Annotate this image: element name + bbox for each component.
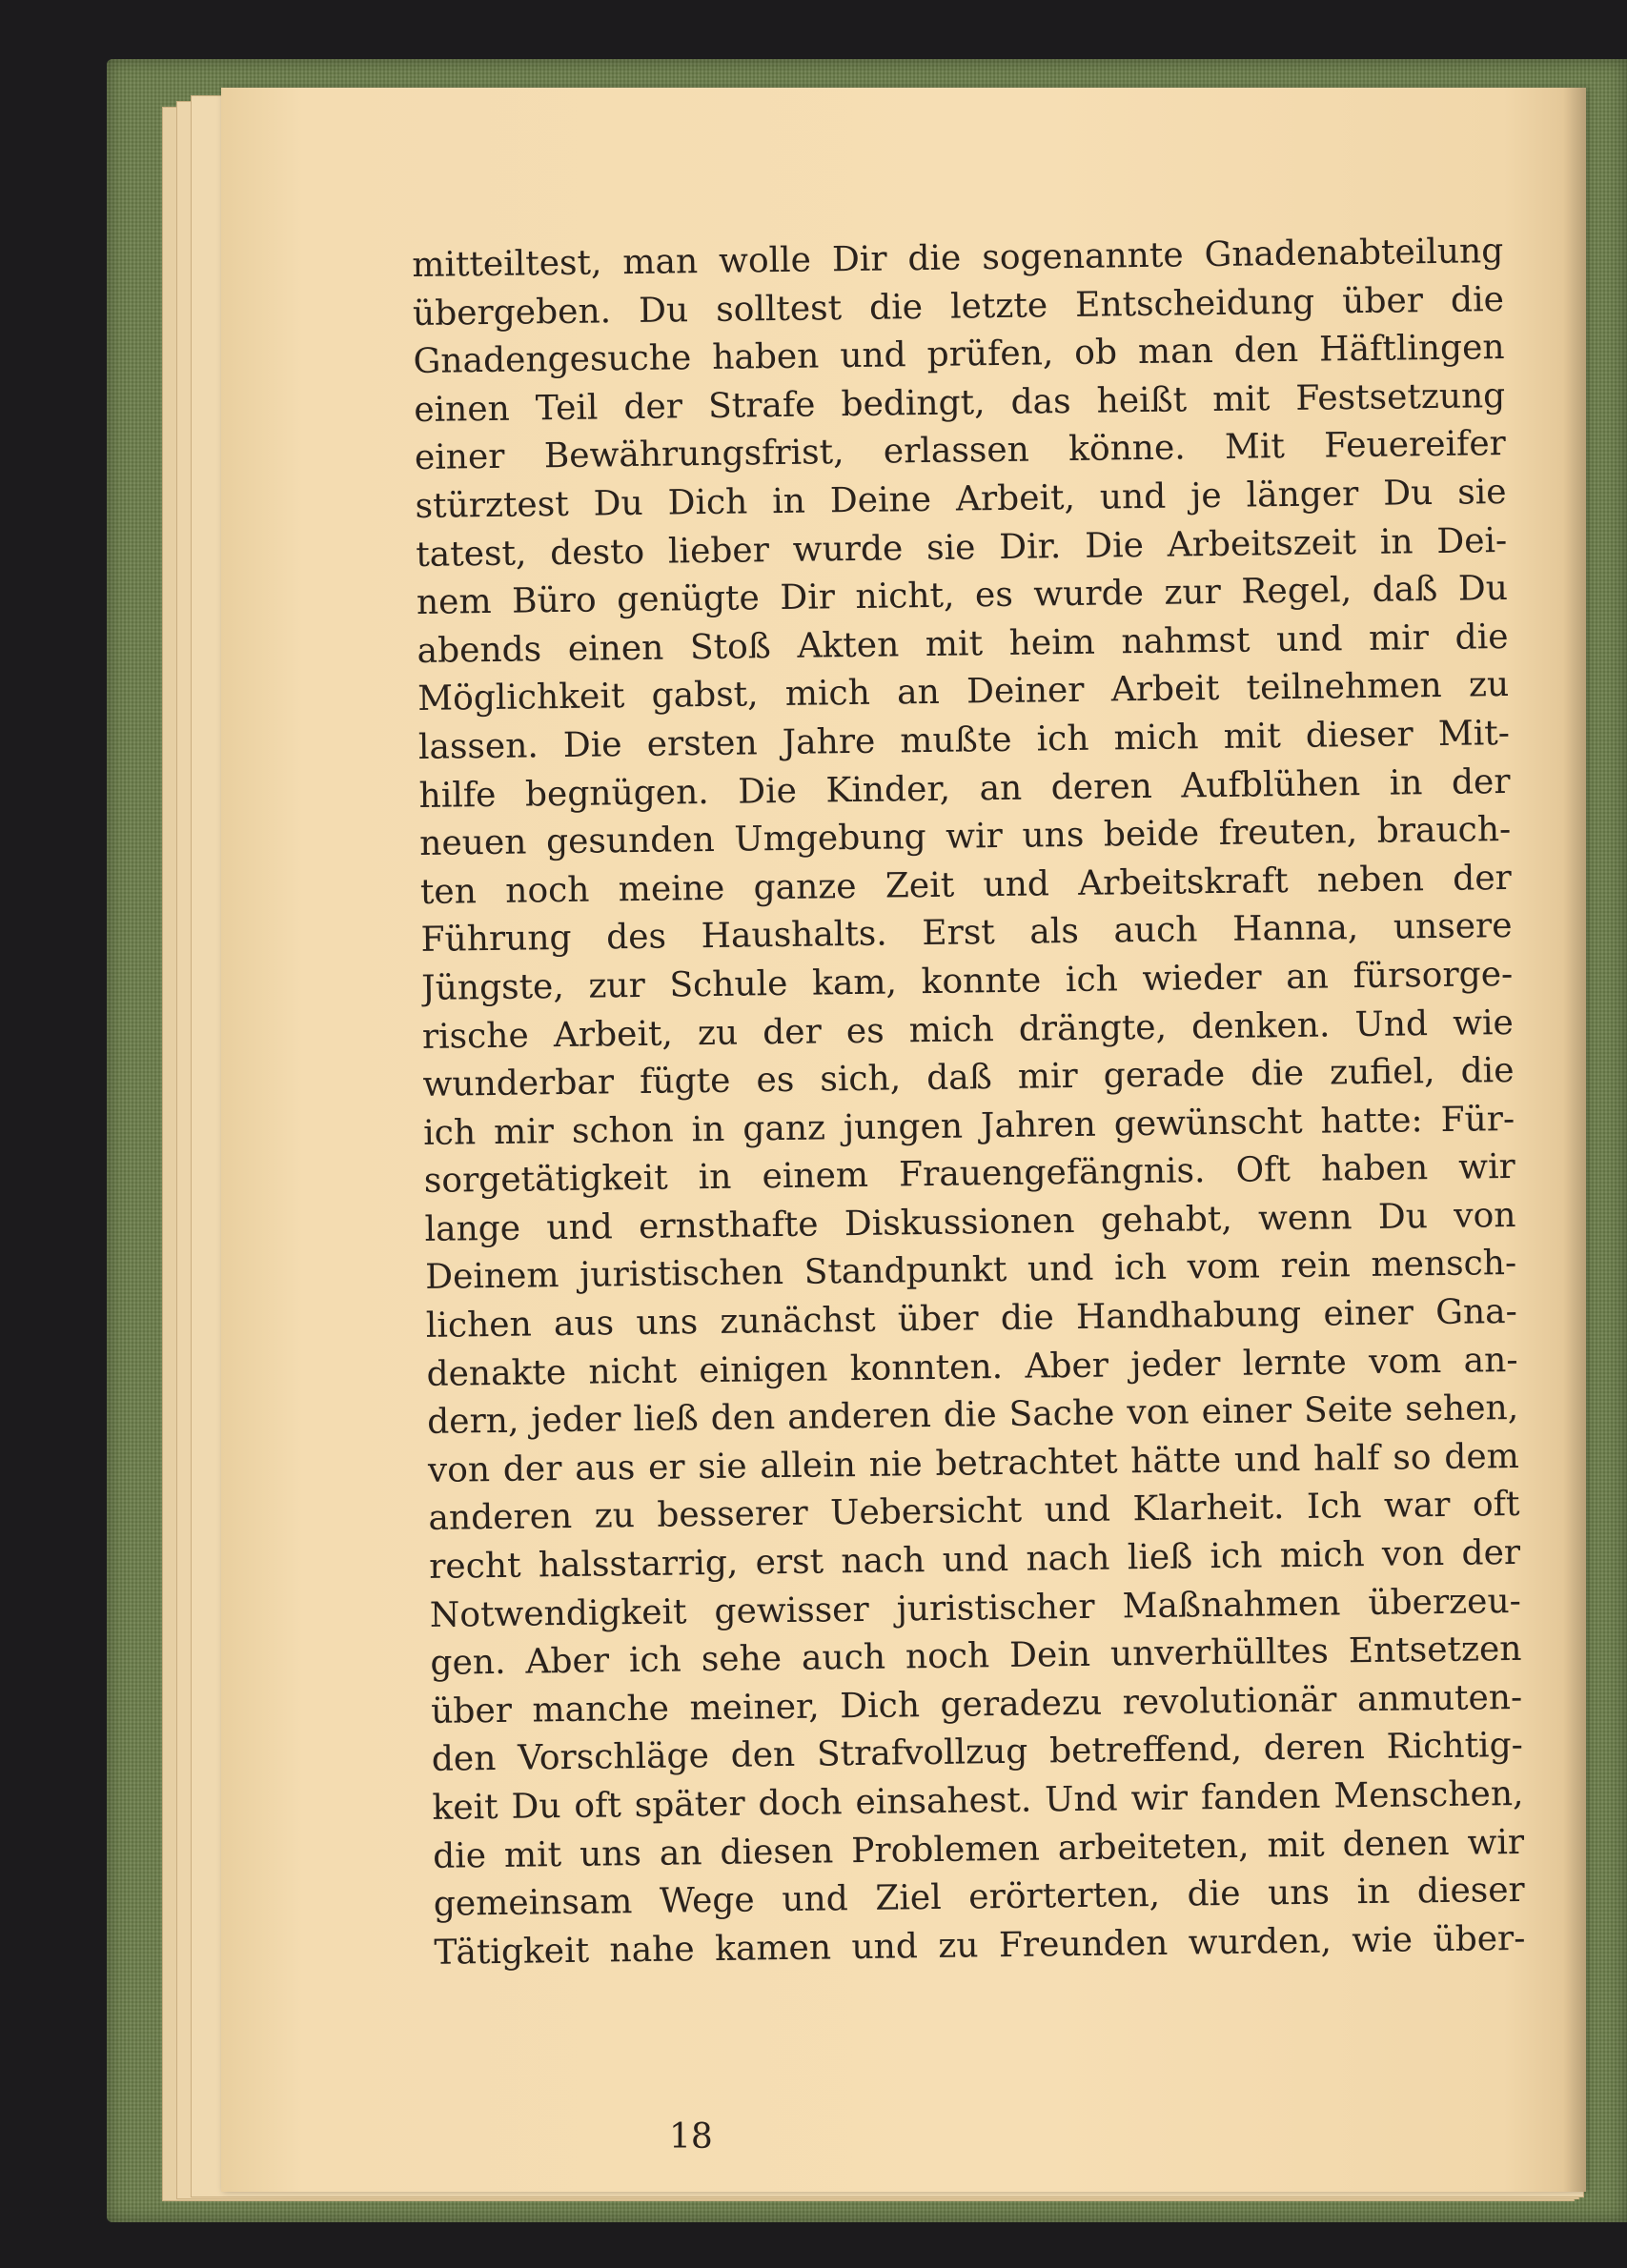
text-line: ten noch meine ganze Zeit und Arbeitskraft neben der xyxy=(419,858,1513,912)
text-line: übergeben. Du solltest die letzte Entscheidung über die xyxy=(412,279,1505,334)
text-line: nem Büro genügte Dir nicht, es wurde zur Regel, daß Du xyxy=(416,569,1509,623)
text-line: einer Bewährungsfrist, erlassen könne. Mit Feuereifer xyxy=(414,424,1507,478)
text-line: Jüngste, zur Schule kam, konnte ich wieder an fürsorge- xyxy=(420,954,1514,1008)
text-line: lichen aus uns zunächst über die Handhabung einer Gna- xyxy=(425,1291,1518,1346)
text-line: Notwendigkeit gewisser juristischer Maßnahmen überzeu- xyxy=(429,1581,1522,1635)
text-line: keit Du oft später doch einsahest. Und wir fanden Menschen, xyxy=(432,1773,1524,1828)
text-line: lassen. Die ersten Jahre mußte ich mich mit dieser Mit- xyxy=(417,713,1511,767)
text-line: Tätigkeit nahe kamen und zu Freunden wurden, wie über- xyxy=(434,1918,1526,1973)
text-line: wunderbar fügte es sich, daß mir gerade die zufiel, die xyxy=(422,1051,1515,1105)
text-line: über manche meiner, Dich geradezu revolutionär anmuten- xyxy=(430,1677,1523,1731)
text-line: stürztest Du Dich in Deine Arbeit, und je länger Du sie xyxy=(415,472,1507,526)
text-line: rische Arbeit, zu der es mich drängte, denken. Und wie xyxy=(421,1002,1515,1057)
text-line: ich mir schon in ganz jungen Jahren gewünscht hatte: Für- xyxy=(422,1099,1515,1153)
text-line: gen. Aber ich sehe auch noch Dein unverhülltes Entsetzen xyxy=(430,1630,1522,1684)
text-line: den Vorschläge den Strafvollzug betreffend, deren Richtig- xyxy=(431,1726,1524,1780)
page-number: 18 xyxy=(669,2117,713,2157)
text-line: recht halsstarrig, erst nach und nach ließ ich mich von der xyxy=(428,1532,1521,1587)
text-line: mitteiltest, man wolle Dir die sogenannte Gnadenabteilung xyxy=(412,232,1504,285)
text-line: sorgetätigkeit in einem Frauengefängnis. Oft haben wir xyxy=(423,1147,1516,1202)
text-line: die mit uns an diesen Problemen arbeiteten, mit denen wir xyxy=(432,1822,1525,1876)
text-line: tatest, desto lieber wurde sie Dir. Die Arbeitszeit in Dei- xyxy=(416,520,1508,575)
book-page xyxy=(221,88,1586,2192)
text-line: denakte nicht einigen konnten. Aber jeder lernte vom an- xyxy=(426,1340,1518,1394)
text-line: lange und ernsthafte Diskussionen gehabt, wenn Du von xyxy=(424,1195,1516,1249)
text-line: Gnadengesuche haben und prüfen, ob man den Häftlingen xyxy=(413,328,1505,382)
text-line: dern, jeder ließ den anderen die Sache von einer Seite sehen, xyxy=(426,1388,1519,1443)
text-line: abends einen Stoß Akten mit heim nahmst und mir die xyxy=(417,617,1509,671)
text-line: Führung des Haushalts. Erst als auch Hanna, unsere xyxy=(420,906,1513,961)
text-line: von der aus er sie allein nie betrachtet hätte und half so dem xyxy=(427,1436,1520,1490)
text-line: einen Teil der Strafe bedingt, das heißt mit Festsetzung xyxy=(414,375,1506,430)
text-line: anderen zu besserer Uebersicht und Klarheit. Ich war oft xyxy=(428,1485,1520,1539)
page-body-text xyxy=(412,228,1526,1977)
text-line: hilfe begnügen. Die Kinder, an deren Aufblühen in der xyxy=(418,761,1511,816)
text-line: neuen gesunden Umgebung wir uns beide freuten, brauch- xyxy=(418,810,1512,864)
text-line: Möglichkeit gabst, mich an Deiner Arbeit teilnehmen zu xyxy=(417,665,1510,719)
page-shadow xyxy=(1563,88,1586,2192)
text-line: Deinem juristischen Standpunkt und ich vom rein mensch- xyxy=(424,1244,1517,1298)
text-line: gemeinsam Wege und Ziel erörterten, die uns in dieser xyxy=(433,1871,1526,1925)
